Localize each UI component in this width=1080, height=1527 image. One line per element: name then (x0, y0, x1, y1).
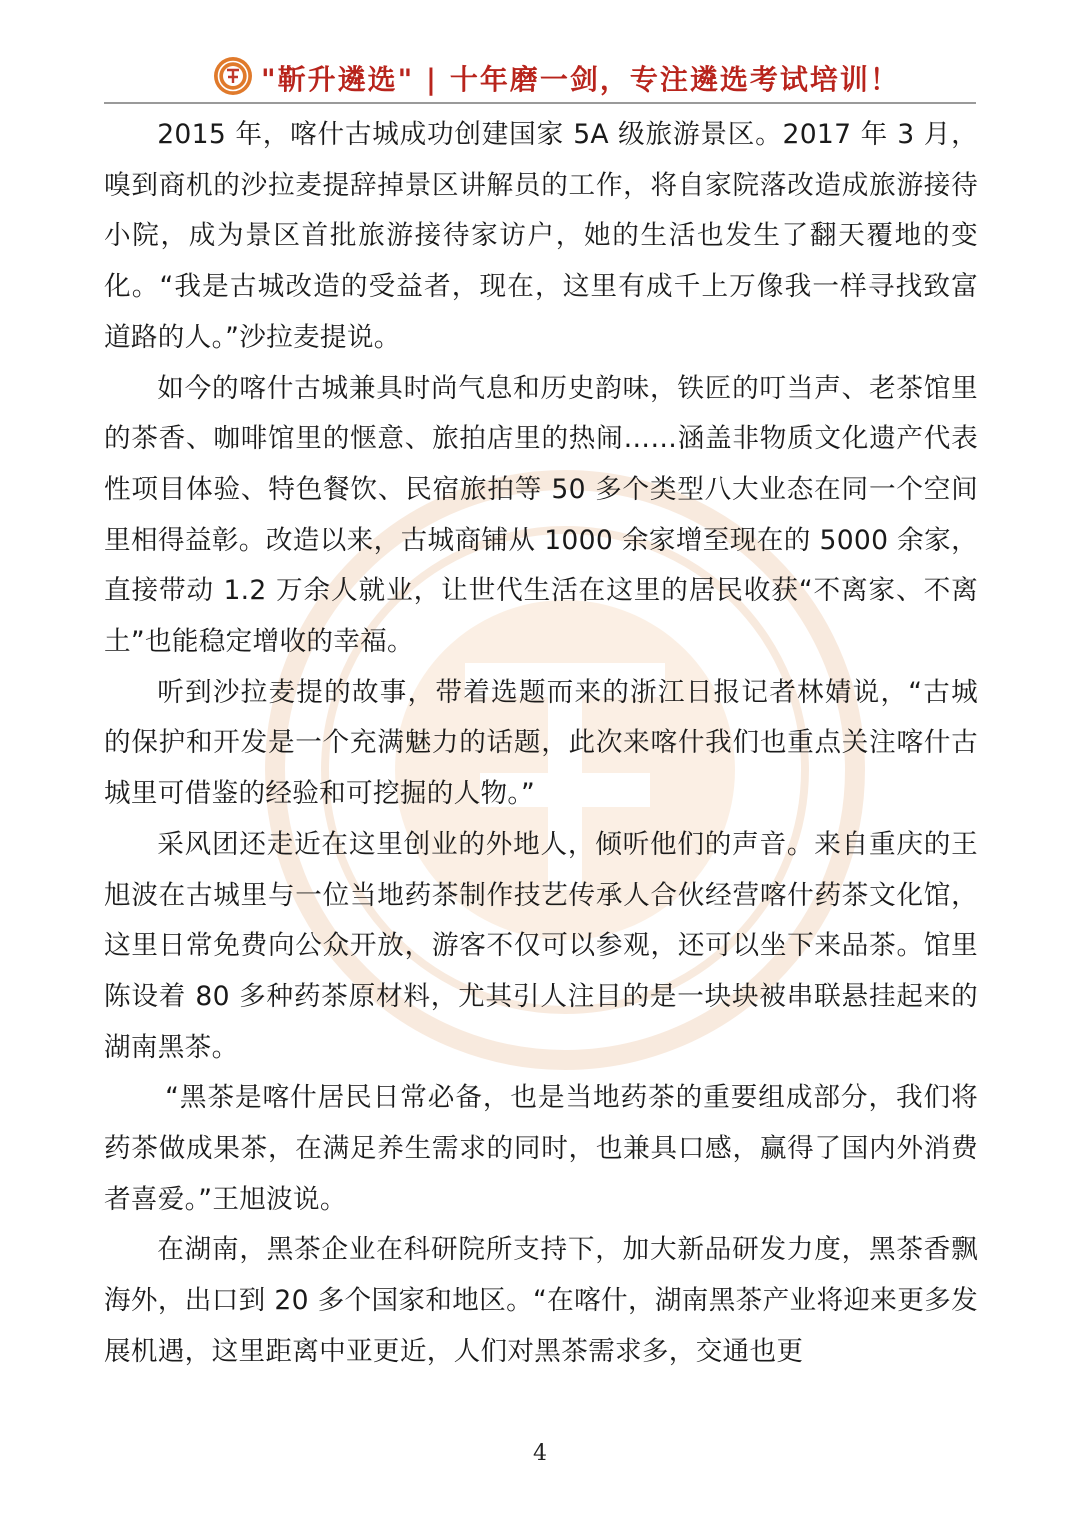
article-body (104, 110, 978, 1378)
paragraph: 听到沙拉麦提的故事，带着选题而来的浙江日报记者林婧说，“古城的保护和开发是一个充满魅力的话题，此次来喀什我们也重点关注喀什古城里可借鉴的经验和可挖掘的人物。” (104, 676, 978, 810)
paragraph: 在湖南，黑茶企业在科研院所支持下，加大新品研发力度，黑茶香飘海外，出口到 20 多个国家和地区。“在喀什，湖南黑茶产业将迎来更多发展机遇，这里距离中亚更近，人们对黑茶需求多，交通也更 (104, 1234, 978, 1367)
header-title: "靳升遴选" | 十年磨一剑，专注遴选考试培训！ (261, 63, 900, 96)
paragraph: 如今的喀什古城兼具时尚气息和历史韵味，铁匠的叮当声、老茶馆里的茶香、咖啡馆里的惬意、旅拍店里的热闹……涵盖非物质文化遗产代表性项目体验、特色餐饮、民宿旅拍等 50 多个类型八大业态在同一个空间里相得益彰。改造以来，古城商铺从 1000 余家增至现在的 5000 余家，直接带动 1.2 万余人就业，让世代生活在这里的居民收获“不离家、不离土”也能稳定增收的幸福。 (104, 372, 978, 658)
page-number: 4 (533, 1441, 547, 1466)
logo-icon (213, 56, 253, 96)
page-header (104, 52, 976, 104)
paragraph: 2015 年，喀什古城成功创建国家 5A 级旅游景区。2017 年 3 月，嗅到商机的沙拉麦提辞掉景区讲解员的工作，将自家院落改造成旅游接待小院，成为景区首批旅游接待家访户，她的生活也发生了翻天覆地的变化。“我是古城改造的受益者，现在，这里有成千上万像我一样寻找致富道路的人。”沙拉麦提说。 (104, 119, 978, 353)
paragraph: “黑茶是喀什居民日常必备，也是当地药茶的重要组成部分，我们将药茶做成果茶，在满足养生需求的同时，也兼具口感，赢得了国内外消费者喜爱。”王旭波说。 (104, 1082, 978, 1215)
paragraph: 采风团还走近在这里创业的外地人，倾听他们的声音。来自重庆的王旭波在古城里与一位当地药茶制作技艺传承人合伙经营喀什药茶文化馆，这里日常免费向公众开放，游客不仅可以参观，还可以坐下来品茶。馆里陈设着 80 多种药茶原材料，尤其引人注目的是一块块被串联悬挂起来的湖南黑茶。 (104, 828, 978, 1063)
